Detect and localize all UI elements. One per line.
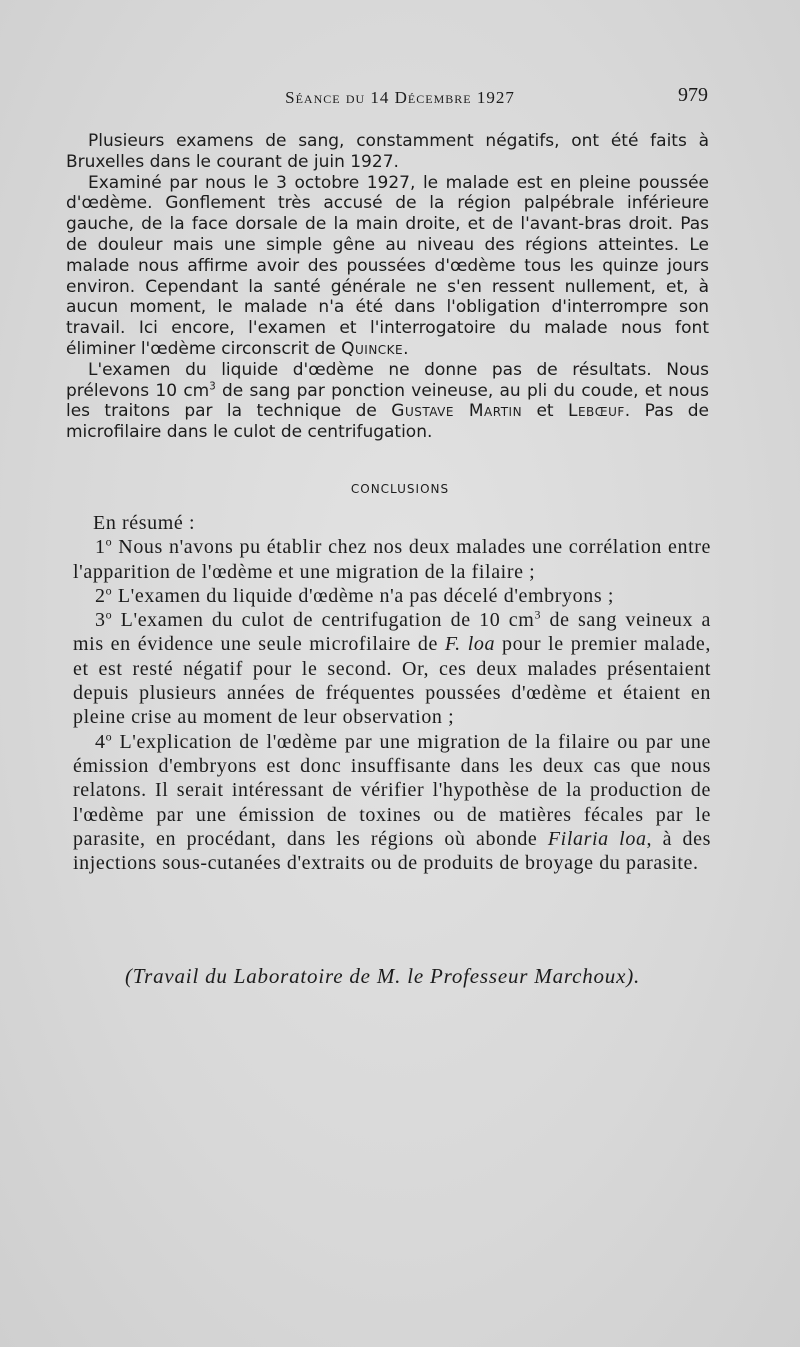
species-name: F. loa	[444, 633, 496, 656]
laboratory-credit: (Travail du Laboratoire de M. le Professeur Marchoux).	[125, 964, 641, 988]
page-header	[0, 84, 800, 114]
section-title: CONCLUSIONS	[350, 482, 450, 496]
author-name-quincke: Quincke	[341, 338, 404, 359]
species-name: Filaria loa	[547, 827, 647, 850]
case-report-text	[66, 131, 709, 443]
author-name-leboeuf: Lebœuf	[567, 401, 625, 422]
paragraph-examination: Examiné par nous le 3 octobre 1927, le malade est en pleine poussée d'œdème. Gonflement très accusé de la région palpébrale inférieure gauche, de la face dorsale de la main droite, et de l'avant-bras droit. Pas de douleur mais une simple gêne au niveau des régions atteintes. Le malade nous affirme avoir des poussées d'œdème tous les quinze jours environ. Cependant la santé générale ne s'en ressent nullement, et, à aucun moment, le malade n'a été dans l'obligation d'interrompre son travail. Ici encore, l'examen et l'interrogatoire du malade nous font éliminer l'œdème circonscrit de Quincke.	[66, 172, 709, 359]
conclusion-item-1: 1$^o$ Nous n'avons pu établir chez nos deux malades une corrélation entre l'apparition de l'œdème et une migration de la filaire ;	[73, 534, 711, 583]
conclusion-item-3: 3$^o$ L'examen du culot de centrifugation de 10 $cm^3$ de sang veineux a mis en évidence une seule microfilaire de F. loa pour le premier malade, et est resté négatif pour le second. Or, ces deux malades présentaient depuis plusieurs années de fréquentes poussées d'œdème et étaient en pleine crise au moment de leur observation ;	[73, 607, 711, 729]
conclusions-intro: En résumé :	[93, 512, 196, 534]
page-number: 979	[678, 84, 708, 106]
paragraph-blood-exams: Plusieurs examens de sang, constamment négatifs, ont été faits à Bruxelles dans le courant de juin 1927.	[66, 131, 709, 172]
author-name-martin: Gustave Martin	[391, 401, 523, 422]
conclusions-text	[73, 511, 711, 875]
running-head: Séance du 14 Décembre 1927	[285, 88, 515, 107]
conclusion-item-4: 4$^o$ L'explication de l'œdème par une migration de la filaire ou par une émission d'embryons est donc insuffisante dans les deux cas que nous relatons. Il serait intéressant de vérifier l'hypothèse de la production de l'œdème par une émission de toxines ou de matières fécales par le parasite, en procédant, dans les régions où abonde Filaria loa, à des injections sous-cutanées d'extraits ou de produits de broyage du parasite.	[73, 729, 711, 875]
conclusion-item-2: 2$^o$ L'examen du liquide d'œdème n'a pas décelé d'embryons ;	[95, 583, 614, 607]
paragraph-oedema-liquid: L'examen du liquide d'œdème ne donne pas de résultats. Nous prélevons 10 $cm^3$ de sang par ponction veineuse, au pli du coude, et nous les traitons par la technique de Gustave Martin et Lebœuf. Pas de microfilaire dans le culot de centrifugation.	[66, 359, 710, 443]
